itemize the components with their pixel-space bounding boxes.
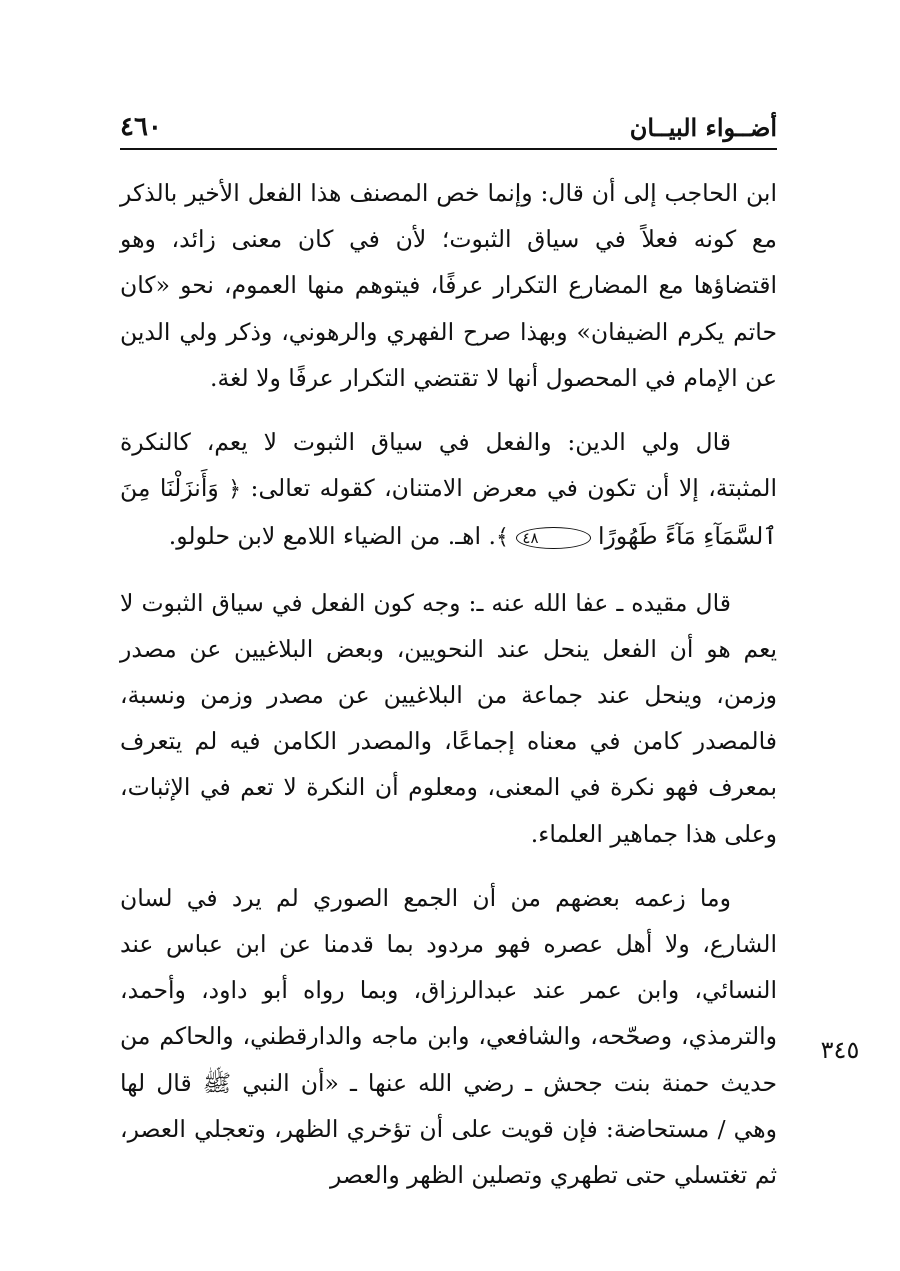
- paragraph-3: قال مقيده ـ عفا الله عنه ـ: وجه كون الفعل في سياق الثبوت لا يعم هو أن الفعل ينحل عند النحويين، وبعض البلاغيين عن مصدر وزمن، وينحل عند جماعة من البلاغيين عن مصدر وزمن ونسبة، فالمصدر كامن في معناه إجماعًا، والمصدر الكامن فيه لم يتعرف بمعرف فهو نكرة في المعنى، ومعلوم أن النكرة لا تعم في الإثبات، وعلى هذا جماهير العلماء.: [120, 588, 777, 848]
- paragraph-1: ابن الحاجب إلى أن قال: وإنما خص المصنف هذا الفعل الأخير بالذكر مع كونه فعلاً في سياق الثبوت؛ لأن في كان معنى زائد، وهو اقتضاؤها مع المضارع التكرار عرفًا، فيتوهم منها العموم، نحو «كان حاتم يكرم الضيفان» وبهذا صرح الفهري والرهوني، وذكر ولي الدين عن الإمام في المحصول أنها لا تقتضي التكرار عرفًا ولا لغة.: [120, 179, 777, 392]
- paragraph-2: [120, 419, 777, 562]
- page-body: [120, 170, 777, 1198]
- page-number: ٤٦٠: [120, 112, 162, 142]
- quran-close-bracket: ﴾: [496, 525, 509, 551]
- paragraph-2-text: قال ولي الدين: والفعل في سياق الثبوت لا يعم، كالنكرة المثبتة، إلا أن تكون في معرض الامتنان، كقوله تعالى:: [120, 428, 777, 503]
- header-rule: [120, 148, 777, 150]
- ayah-number: ٤٨: [516, 527, 590, 549]
- paragraph-4: وما زعمه بعضهم من أن الجمع الصوري لم يرد في لسان الشارع، ولا أهل عصره فهو مردود بما قدمنا عن ابن عباس عند النسائي، وابن عمر عند عبدالرزاق، وبما رواه أبو داود، وأحمد، والترمذي، وصحّحه، والشافعي، وابن ماجه والدارقطني، والحاكم من حديث حمنة بنت جحش ـ رضي الله عنها ـ «أن النبي ﷺ قال لها وهي / مستحاضة: فإن قويت على أن تؤخري الظهر، وتعجلي العصر، ثم تغتسلي حتى تطهري وتصلين الظهر والعصر: [120, 883, 777, 1190]
- running-header: [120, 108, 777, 146]
- book-title: أضــواء البيــان: [629, 112, 777, 142]
- quran-verse: وَأَنزَلْنَا مِنَ ٱلسَّمَآءِ مَآءً طَهُورًا: [120, 474, 777, 551]
- quran-open-bracket: ﴿: [228, 477, 242, 503]
- margin-page-reference: ٣٤٥: [820, 1036, 860, 1064]
- paragraph-2-tail: . اهـ. من الضياء اللامع لابن حلولو.: [168, 522, 497, 551]
